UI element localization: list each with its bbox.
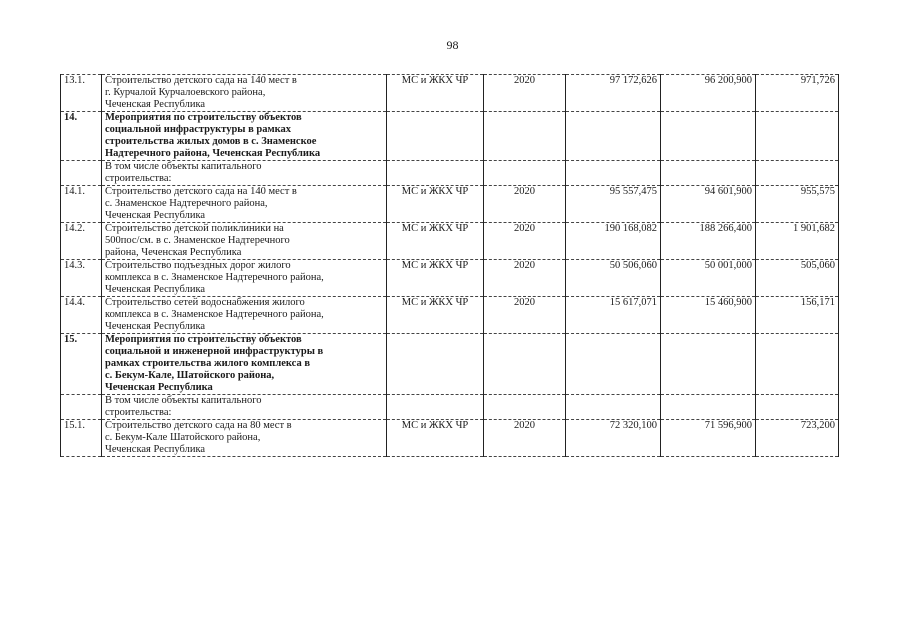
activity-name-line: социальной инфраструктуры в рамках: [105, 124, 292, 135]
activity-name-line: рамках строительства жилого комплекса в: [105, 358, 310, 369]
regional-amount-cell: [756, 334, 839, 395]
regional-amount-cell: 955,575: [756, 186, 839, 223]
executor-cell: МС и ЖКХ ЧР: [387, 297, 484, 334]
activity-name-cell: [102, 223, 387, 260]
activity-name-line: Строительство сетей водоснабжения жилого: [105, 297, 305, 308]
program-activities-table: [60, 74, 839, 457]
year-cell: [484, 161, 566, 186]
total-amount-cell: [566, 161, 661, 186]
activity-name-line: г. Курчалой Курчалоевского района,: [105, 87, 266, 98]
federal-amount-cell: 71 596,900: [661, 420, 756, 457]
activity-name-line: Строительство детского сада на 140 мест в: [105, 75, 297, 86]
table-row: [61, 297, 839, 334]
activity-name-line: строительства:: [105, 173, 172, 184]
year-cell: 2020: [484, 223, 566, 260]
year-cell: [484, 112, 566, 161]
total-amount-cell: [566, 112, 661, 161]
executor-cell: [387, 334, 484, 395]
federal-amount-cell: [661, 112, 756, 161]
activity-name-line: строительства жилых домов в с. Знаменское: [105, 136, 317, 147]
activity-name-line: Мероприятия по строительству объектов: [105, 112, 302, 123]
table-row: [61, 395, 839, 420]
table-row: [61, 420, 839, 457]
row-number-cell: 15.: [61, 334, 102, 395]
year-cell: 2020: [484, 420, 566, 457]
executor-cell: МС и ЖКХ ЧР: [387, 223, 484, 260]
regional-amount-cell: [756, 395, 839, 420]
activity-name-line: Строительство детского сада на 140 мест в: [105, 186, 297, 197]
regional-amount-cell: [756, 112, 839, 161]
row-number-cell: 14.1.: [61, 186, 102, 223]
federal-amount-cell: 188 266,400: [661, 223, 756, 260]
table-row: [61, 260, 839, 297]
federal-amount-cell: 96 200,900: [661, 75, 756, 112]
year-cell: 2020: [484, 75, 566, 112]
regional-amount-cell: 971,726: [756, 75, 839, 112]
activity-name-line: строительства:: [105, 407, 172, 418]
activity-name-line: Строительство подъездных дорог жилого: [105, 260, 291, 271]
table-body: [61, 75, 839, 457]
activity-name-line: Чеченская Республика: [105, 99, 206, 110]
total-amount-cell: 95 557,475: [566, 186, 661, 223]
row-number-cell: 14.2.: [61, 223, 102, 260]
row-number-cell: 14.3.: [61, 260, 102, 297]
activity-name-line: 500пос/см. в с. Знаменское Надтеречного: [105, 235, 290, 246]
activity-name-cell: [102, 297, 387, 334]
activity-name-line: района, Чеченская Республика: [105, 247, 242, 258]
federal-amount-cell: 15 460,900: [661, 297, 756, 334]
activity-name-cell: [102, 75, 387, 112]
activity-name-cell: [102, 186, 387, 223]
activity-name-line: с. Бекум-Кале, Шатойского района,: [105, 370, 275, 381]
year-cell: 2020: [484, 186, 566, 223]
activity-name-cell: [102, 260, 387, 297]
executor-cell: [387, 161, 484, 186]
total-amount-cell: [566, 334, 661, 395]
activity-name-line: Чеченская Республика: [105, 284, 206, 295]
executor-cell: МС и ЖКХ ЧР: [387, 420, 484, 457]
activity-name-cell: [102, 420, 387, 457]
table-row: [61, 334, 839, 395]
regional-amount-cell: 1 901,682: [756, 223, 839, 260]
activity-name-cell: [102, 112, 387, 161]
table-row: [61, 186, 839, 223]
page-number: 98: [446, 38, 459, 52]
activity-name-line: Чеченская Республика: [105, 444, 206, 455]
total-amount-cell: 190 168,082: [566, 223, 661, 260]
total-amount-cell: [566, 395, 661, 420]
activity-name-line: В том числе объекты капитального: [105, 161, 262, 172]
federal-amount-cell: 94 601,900: [661, 186, 756, 223]
total-amount-cell: 15 617,071: [566, 297, 661, 334]
table-row: [61, 75, 839, 112]
row-number-cell: [61, 395, 102, 420]
activity-name-line: Чеченская Республика: [105, 382, 213, 393]
activity-name-line: Мероприятия по строительству объектов: [105, 334, 302, 345]
activity-name-line: Строительство детской поликлиники на: [105, 223, 284, 234]
activity-name-line: социальной и инженерной инфраструктуры в: [105, 346, 324, 357]
activity-name-line: Строительство детского сада на 80 мест в: [105, 420, 292, 431]
activity-name-line: комплекса в с. Знаменское Надтеречного района,: [105, 309, 324, 320]
regional-amount-cell: [756, 161, 839, 186]
row-number-cell: 14.4.: [61, 297, 102, 334]
executor-cell: [387, 395, 484, 420]
activity-name-line: с. Бекум-Кале Шатойского района,: [105, 432, 261, 443]
table-row: [61, 223, 839, 260]
activity-name-line: В том числе объекты капитального: [105, 395, 262, 406]
row-number-cell: [61, 161, 102, 186]
row-number-cell: 14.: [61, 112, 102, 161]
activity-name-line: Надтеречного района, Чеченская Республика: [105, 148, 321, 159]
table-row: [61, 161, 839, 186]
regional-amount-cell: 723,200: [756, 420, 839, 457]
federal-amount-cell: [661, 334, 756, 395]
activity-name-line: с. Знаменское Надтеречного района,: [105, 198, 268, 209]
year-cell: [484, 395, 566, 420]
activity-name-line: комплекса в с. Знаменское Надтеречного района,: [105, 272, 324, 283]
executor-cell: [387, 112, 484, 161]
activity-name-cell: [102, 395, 387, 420]
federal-amount-cell: [661, 161, 756, 186]
year-cell: 2020: [484, 297, 566, 334]
total-amount-cell: 72 320,100: [566, 420, 661, 457]
activity-name-line: Чеченская Республика: [105, 321, 206, 332]
activity-name-cell: [102, 334, 387, 395]
year-cell: 2020: [484, 260, 566, 297]
year-cell: [484, 334, 566, 395]
federal-amount-cell: 50 001,000: [661, 260, 756, 297]
activity-name-cell: [102, 161, 387, 186]
executor-cell: МС и ЖКХ ЧР: [387, 75, 484, 112]
executor-cell: МС и ЖКХ ЧР: [387, 186, 484, 223]
federal-amount-cell: [661, 395, 756, 420]
executor-cell: МС и ЖКХ ЧР: [387, 260, 484, 297]
regional-amount-cell: 505,060: [756, 260, 839, 297]
activity-name-line: Чеченская Республика: [105, 210, 206, 221]
table-row: [61, 112, 839, 161]
row-number-cell: 13.1.: [61, 75, 102, 112]
row-number-cell: 15.1.: [61, 420, 102, 457]
total-amount-cell: 97 172,626: [566, 75, 661, 112]
total-amount-cell: 50 506,060: [566, 260, 661, 297]
regional-amount-cell: 156,171: [756, 297, 839, 334]
